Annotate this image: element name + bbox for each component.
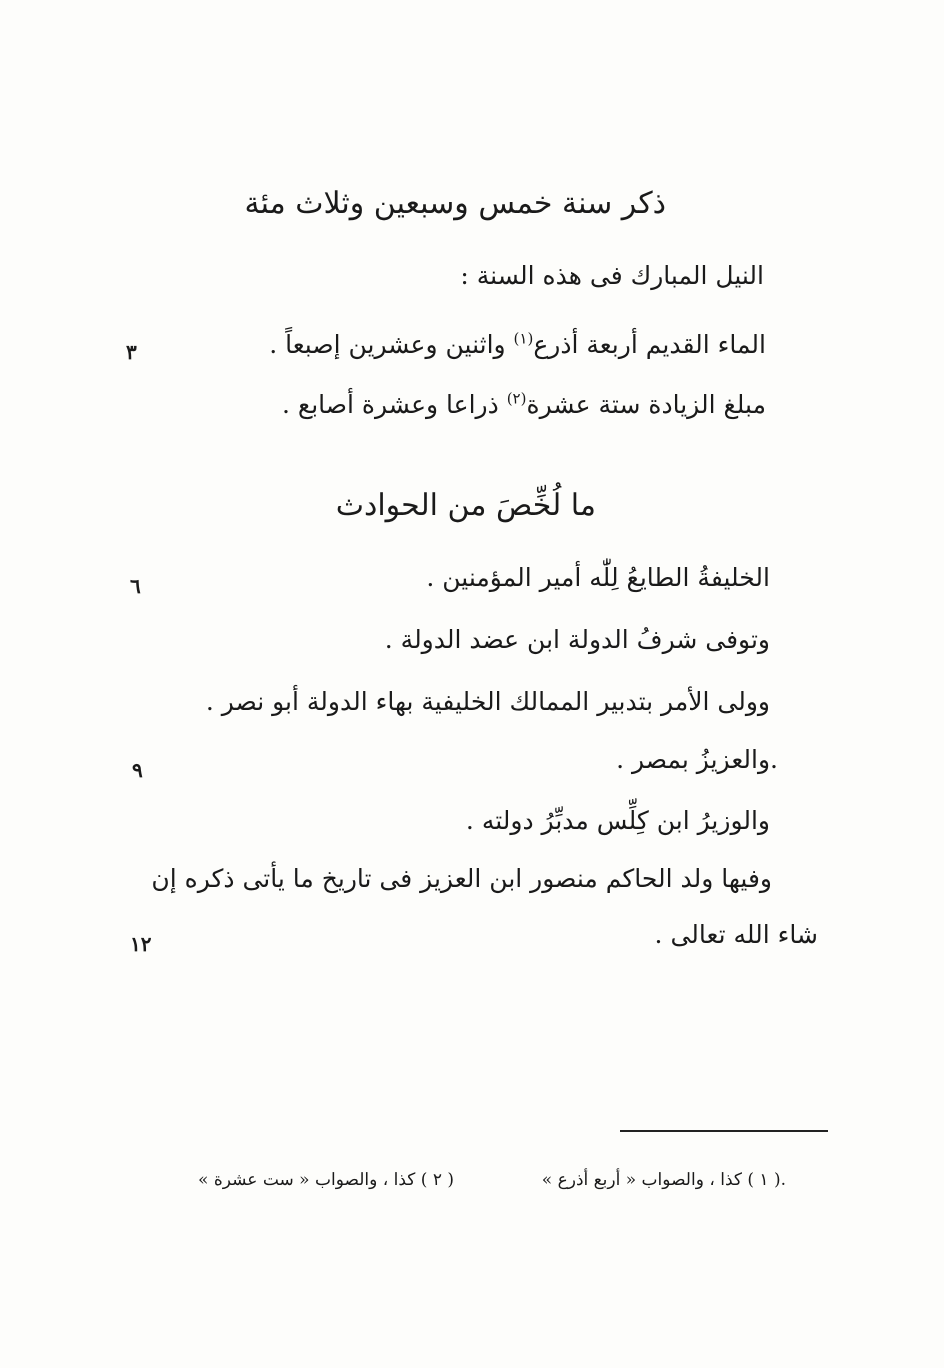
event-line: الخليفةُ الطايعُ لِلّٰه أمير المؤمنين . [426,563,770,592]
year-heading: ذكر سنة خمس وسبعين وثلاث مئة [244,186,666,221]
old-water-line [269,329,766,359]
footnote-1: .( ١ ) كذا ، والصواب « أربع أذرع » [541,1170,786,1190]
increase-text-end: ذراعا وعشرة أصابع . [282,390,507,419]
event-line: وولى الأمر بتدبير الممالك الخليفية بهاء الدولة أبو نصر . [205,687,770,716]
margin-line-number: ٦ [130,574,141,598]
footnote-ref-2: (٢) [506,389,527,408]
event-line: والوزيرُ ابن كِلِّس مدبِّرُ دولته . [465,806,770,835]
footnote-ref-1: (١) [513,329,534,348]
margin-line-number: ١٢ [130,932,152,956]
margin-line-number: ٣ [126,340,137,364]
footnote-divider [620,1130,828,1132]
event-line: وفيها ولد الحاكم منصور ابن العزيز فى تاريخ ما يأتى ذكره إن [151,864,772,893]
event-line: شاء الله تعالى . [654,920,818,949]
margin-line-number: ٩ [132,758,143,782]
old-water-text-end: واثنين وعشرين إصبعاً . [269,330,514,359]
event-line: .والعزيزُ بمصر . [616,745,778,774]
old-water-text: الماء القديم أربعة أذرع [533,330,766,359]
nile-intro-line: النيل المبارك فى هذه السنة : [460,261,764,290]
increase-line [282,389,766,419]
event-line: وتوفى شرفُ الدولة ابن عضد الدولة . [384,625,770,654]
footnote-2: ( ٢ ) كذا ، والصواب « ست عشرة » [198,1170,454,1190]
increase-text: مبلغ الزيادة ستة عشرة [526,390,766,419]
events-heading: ما لُخِّصَ من الحوادث [335,488,596,523]
